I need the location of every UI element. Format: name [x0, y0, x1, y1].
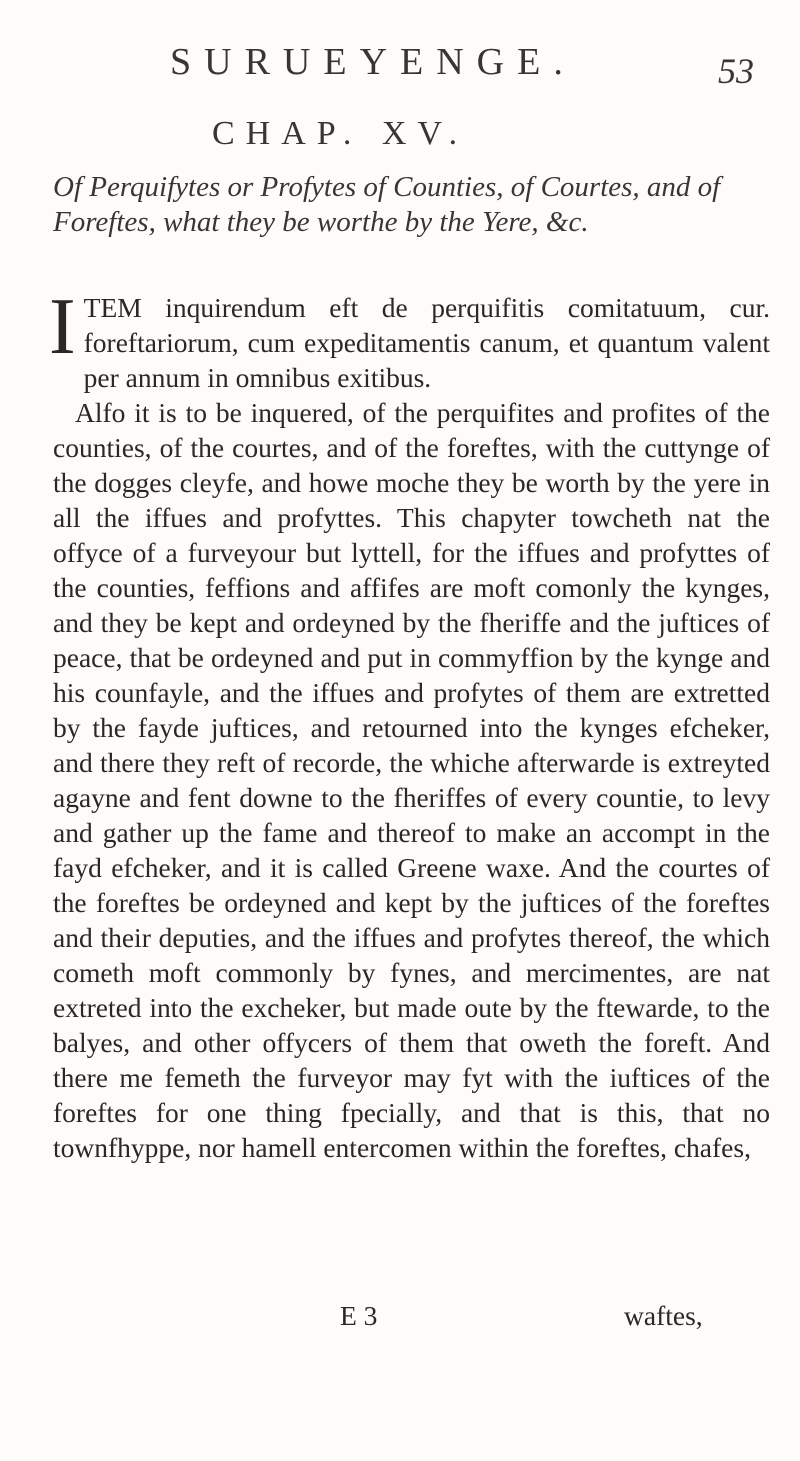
chapter-subtitle: Of Perquifytes or Profytes of Counties, of Courtes, and of Foreftes, what they be worthe by the Yere, &c. — [53, 171, 721, 238]
signature-mark: E 3 — [340, 1300, 378, 1331]
catchword: waftes, — [624, 1300, 703, 1331]
running-head: SURUEYENGE. — [170, 41, 576, 83]
paragraph-text: TEM inquirendum eft de perquifitis comitatuum, cur. foreftariorum, cum expeditamentis canum, et quantum valent per annum in omnibus exitibus. — [83, 292, 770, 393]
page-number: 53 — [718, 51, 754, 91]
paragraph-also: Alfo it is to be inquered, of the perquifites and profites of the counties, of the courtes, and of the foreftes, with the cuttynge of the dogges cleyfe, and howe moche they be worth by the yere in all the iffues and profyttes. This chapyter towcheth nat the offyce of a furveyour but lyttell, for the iffues and profyttes of the counties, feffions and affifes are moft comonly the kynges, and they be kept and ordeyned by the fheriffe and the juftices of peace, that be ordeyned and put in commyffion by the kynge and his counfayle, and the iffues and profytes of them are extretted by the fayde juftices, and retourned into the kynges efcheker, and there they reft of recorde, the whiche afterwarde is extreyted agayne and fent downe to the fheriffes of every countie, to levy and gather up the fame and thereof to make an accompt in the fayd efcheker, and it is called Greene waxe. And the courtes of the foreftes be ordeyned and kept by the juftices of the foreftes and their deputies, and the iffues and profytes thereof, the which cometh moft commonly by fynes, and mercimentes, are nat extreted into the excheker, but made oute by the ftewarde, to the balyes, and other offycers of them that oweth the foreft. And there me femeth the furveyor may fyt with the iuftices of the foreftes for one thing fpecially, and that is this, that no townfhyppe, nor hamell entercomen within the foreftes, chafes, — [53, 397, 770, 1163]
drop-cap-initial: I — [49, 283, 76, 371]
footer-line — [0, 1300, 800, 1340]
paragraph-item — [49, 283, 770, 395]
body-text — [49, 283, 770, 1165]
chapter-heading: CHAP. XV. — [212, 115, 469, 152]
